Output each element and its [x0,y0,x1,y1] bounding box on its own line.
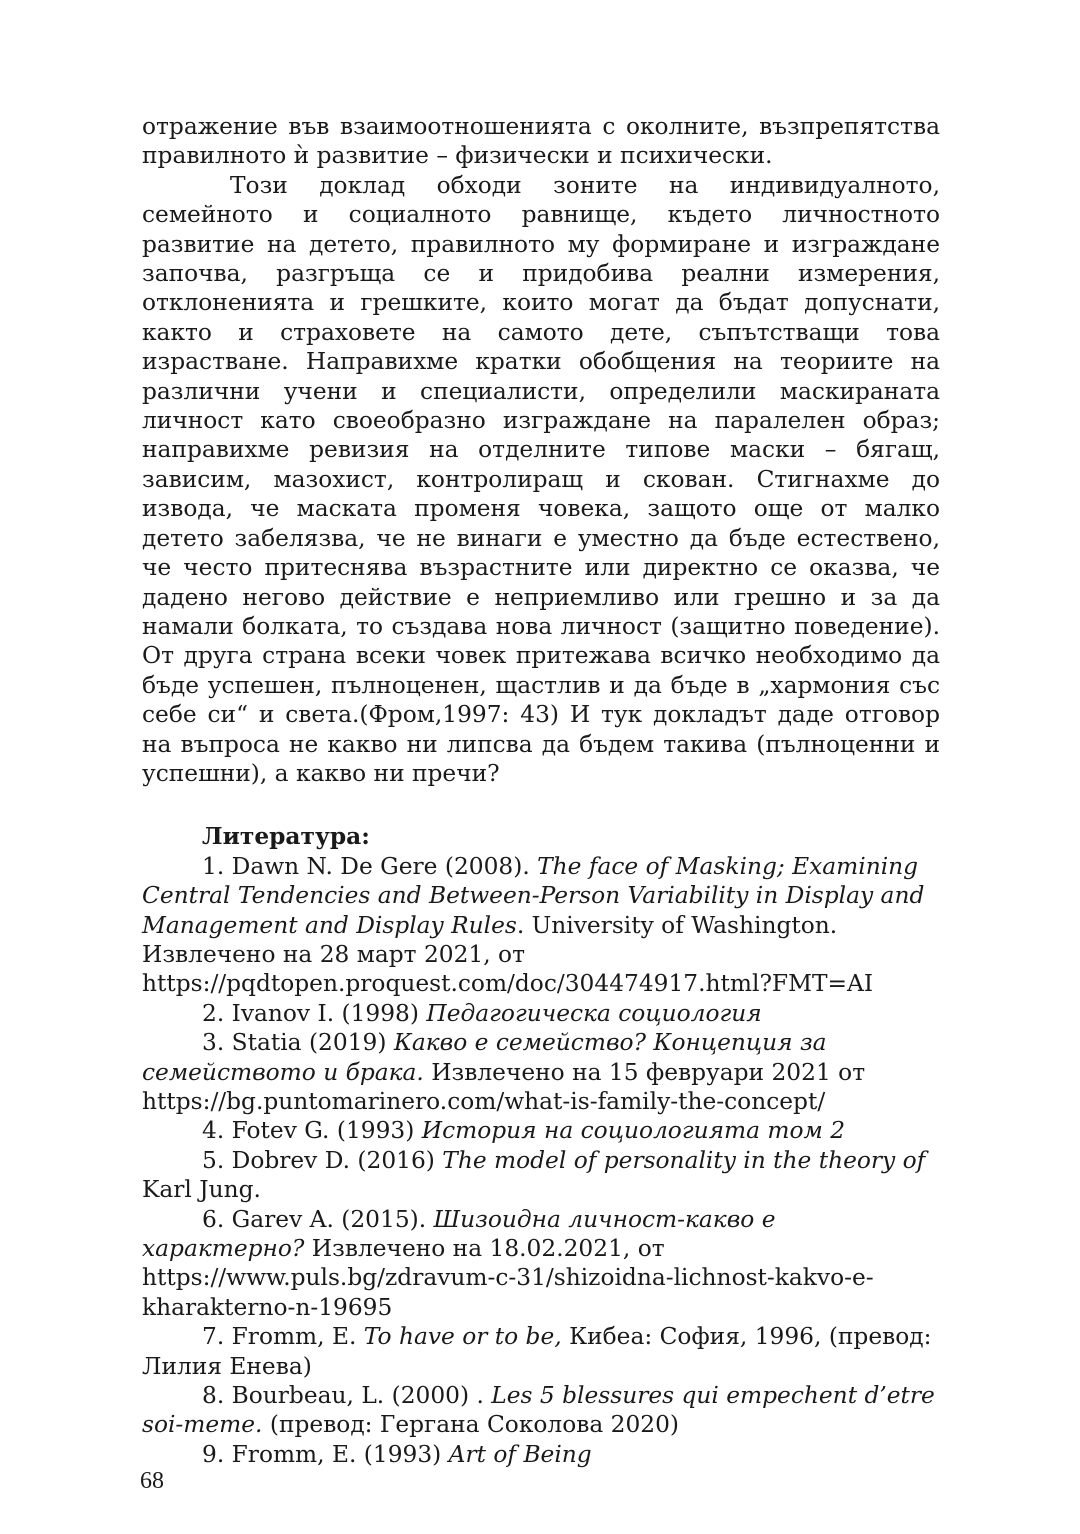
page-content [142,112,940,1469]
reference-item [142,999,940,1028]
reference-title: Art of Being [448,1440,592,1468]
reference-number: 3. [202,1029,225,1057]
reference-author: Bourbeau, L. (2000) . [231,1382,492,1410]
reference-title: Педагогическа социология [426,999,762,1027]
reference-author: Fotev G. (1993) [231,1117,422,1145]
reference-title: Какво е семейство? Концепция за семейството и брака. [142,1029,827,1086]
reference-list [142,852,940,1470]
reference-item [142,1028,940,1116]
reference-title: The model of personality in the theory of [442,1146,926,1174]
reference-item [142,1322,940,1381]
reference-number: 2. [202,999,225,1027]
reference-details: Извлечено на 18.02.2021, от https://www.puls.bg/zdravum-c-31/shizoidna-lichnost-kakvo-e-kharakterno-n-19695 [142,1235,874,1321]
reference-item [142,1381,940,1440]
reference-number: 8. [202,1382,225,1410]
reference-details: Кибеа: София, 1996, (превод: Лилия Енева) [142,1323,932,1380]
reference-details: Karl Jung. [142,1176,261,1204]
body-paragraph-1: отражение във взаимоотношенията с околните, възпрепятства правилното ѝ развитие – физически и психически. [142,113,940,170]
reference-title: История на социологията том 2 [421,1117,846,1145]
reference-item [142,1440,940,1469]
reference-item [142,852,940,999]
reference-details: . University of Washington. Извлечено на 28 март 2021, от https://pqdtopen.proquest.com/doc/304474917.html?FMT=AI [142,911,874,998]
reference-number: 5. [202,1146,225,1174]
reference-number: 6. [202,1205,225,1233]
reference-item [142,1116,940,1145]
reference-title: Les 5 blessures qui empechent d’etre soi-meme. [142,1382,935,1439]
reference-title: The face of Masking; Examining Central Tendencies and Between-Person Variability in Display and Management and Display Rules [142,852,925,939]
reference-details: (превод: Гергана Соколова 2020) [262,1411,680,1439]
reference-author: Fromm, E. (1993) [231,1440,449,1468]
reference-author: Ivanov I. (1998) [231,999,427,1027]
references-heading: Литература: [202,823,370,851]
reference-item [142,1146,940,1205]
reference-number: 4. [202,1117,225,1145]
reference-title: Шизоидна личност-какво е характерно? [142,1205,776,1263]
reference-author: Garev A. (2015). [231,1205,434,1233]
reference-number: 1. [202,852,225,880]
reference-title: To have or to be, [363,1323,562,1351]
reference-author: Statia (2019) [231,1029,394,1057]
reference-author: Dawn N. De Gere (2008). [231,852,538,880]
reference-details: Извлечено на 15 февруари 2021 от https://bg.puntomarinero.com/what-is-family-the-concept/ [142,1058,866,1115]
reference-number: 9. [202,1440,225,1468]
page-number: 68 [140,1468,164,1494]
reference-author: Fromm, E. [231,1323,364,1351]
body-paragraph-2: Този доклад обходи зоните на индивидуалното, семейното и социалното равнище, където личностното развитие на детето, правилното му формиране и изграждане започва, разгръща се и придобива реални измерения, отклоненията и грешките, които могат да бъдат допуснати, както и страховете на самото дете, съпътстващи това израстване. Направихме кратки обобщения на теориите на различни учени и специалисти, определили маскираната личност като своеобразно изграждане на паралелен образ; направихме ревизия на отделните типове маски – бягащ, зависим, мазохист, контролиращ и скован. Стигнахме до извода, че маската променя човека, защото още от малко детето забелязва, че не винаги е уместно да бъде естествено, че често притеснява възрастните или директно се оказва, че дадено негово действие е неприемливо или грешно и за да намали болката, то създава нова личност (защитно поведение). От друга страна всеки човек притежава всичко необходимо да бъде успешен, пълноценен, щастлив и да бъде в „хармония със себе си“ и света.(Фром,1997: 43) И тук докладът даде отговор на въпроса не какво ни липсва да бъдем такива (пълноценни и успешни), а какво ни пречи? [142,171,940,787]
reference-number: 7. [202,1323,225,1351]
reference-item [142,1205,940,1323]
reference-author: Dobrev D. (2016) [231,1146,443,1174]
